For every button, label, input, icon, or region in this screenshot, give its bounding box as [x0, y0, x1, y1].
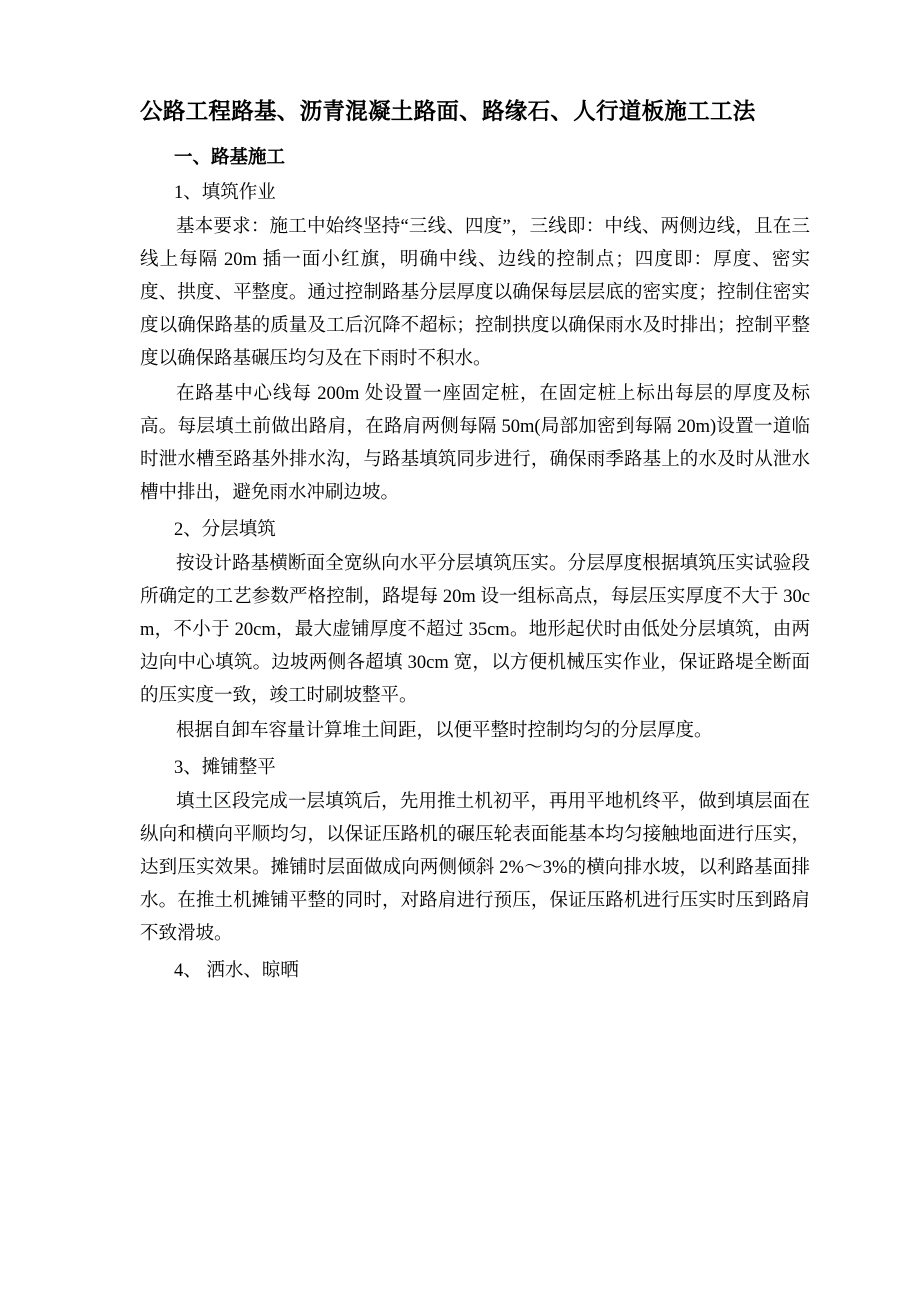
- paragraph-3: 按设计路基横断面全宽纵向水平分层填筑压实。分层厚度根据填筑压实试验段所确定的工艺参数严格控制，路堤每 20m 设一组标高点，每层压实厚度不大于 30cm，不小于 20cm，最大虚铺厚度不超过 35cm。地形起伏时由低处分层填筑，由两边向中心填筑。边坡两侧各超填 30cm 宽，以方便机械压实作业，保证路堤全断面的压实度一致，竣工时刷坡整平。: [140, 554, 810, 706]
- page-title: 公路工程路基、沥青混凝土路面、路缘石、人行道板施工工法: [140, 99, 756, 124]
- subsection-label-4: 4、 洒水、晾晒: [174, 960, 299, 981]
- subsection-label-1: 1、填筑作业: [174, 183, 276, 204]
- section-heading-1: 一、路基施工: [174, 145, 286, 167]
- paragraph-1: 基本要求：施工中始终坚持“三线、四度”，三线即：中线、两侧边线，且在三线上每隔 20m 插一面小红旗，明确中线、边线的控制点；四度即：厚度、密实度、拱度、平整度。通过控制路基分层厚度以确保每层层底的密实度；控制住密实度以确保路基的质量及工后沉降不超标；控制拱度以确保雨水及时排出；控制平整度以确保路基碾压均匀及在下雨时不积水。: [140, 217, 810, 370]
- subsection-label-2: 2、分层填筑: [174, 519, 276, 540]
- paragraph-4: 根据自卸车容量计算堆土间距，以便平整时控制均匀的分层厚度。: [176, 720, 713, 741]
- paragraph-2: 在路基中心线每 200m 处设置一座固定桩，在固定桩上标出每层的厚度及标高。每层填土前做出路肩，在路肩两侧每隔 50m(局部加密到每隔 20m)设置一道临时泄水槽至路基外排水沟，与路基填筑同步进行，确保雨季路基上的水及时从泄水槽中排出，避免雨水冲刷边坡。: [140, 384, 810, 503]
- paragraph-5: 填土区段完成一层填筑后，先用推土机初平，再用平地机终平，做到填层面在纵向和横向平顺均匀，以保证压路机的碾压轮表面能基本均匀接触地面进行压实，达到压实效果。摊铺时层面做成向两侧倾斜 2%～3%的横向排水坡，以利路基面排水。在推土机摊铺平整的同时，对路肩进行预压，保证压路机进行压实时压到路肩不致滑坡。: [140, 792, 810, 944]
- subsection-label-3: 3、摊铺整平: [174, 757, 276, 778]
